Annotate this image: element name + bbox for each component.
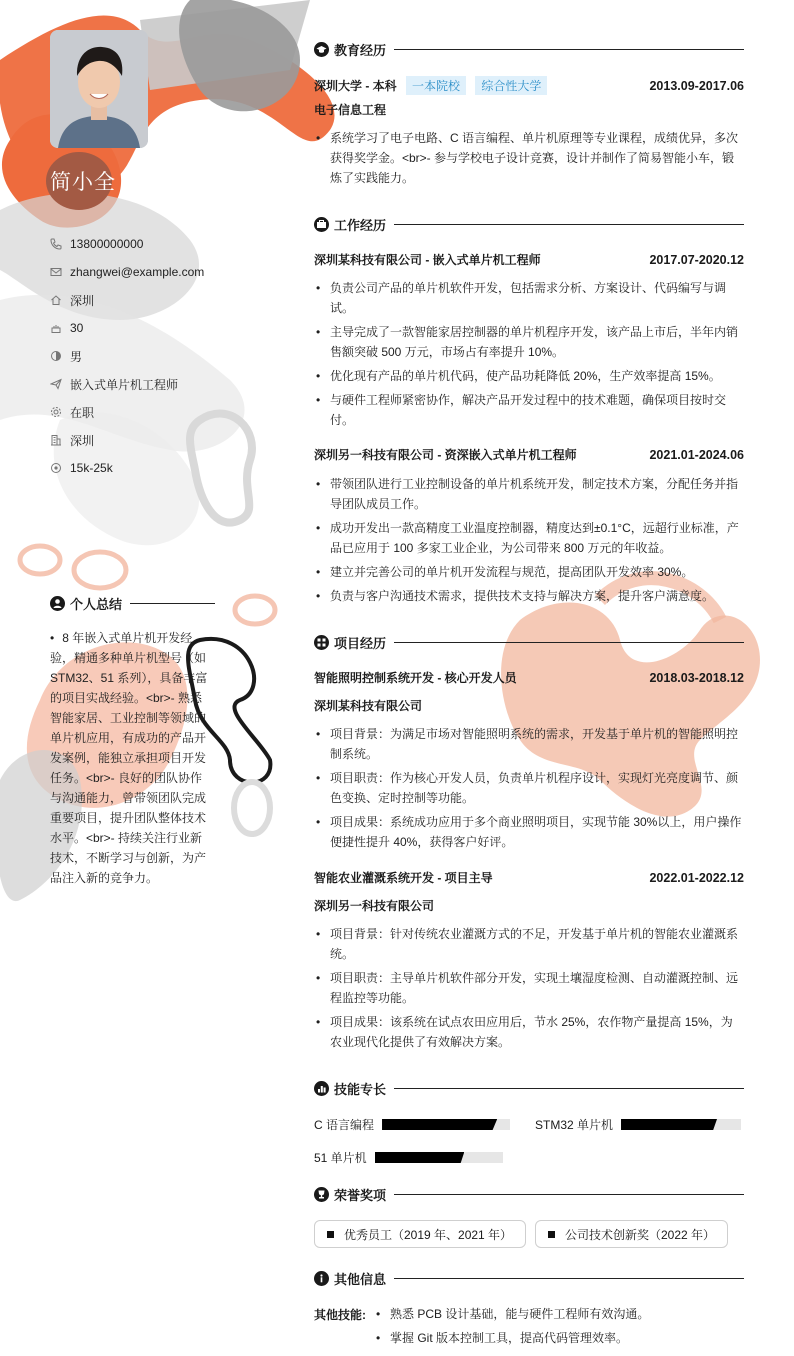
contact-text: zhangwei@example.com [70, 265, 205, 279]
skill-bar-fill [621, 1119, 717, 1130]
send-icon [50, 378, 62, 390]
skills-header [314, 1079, 744, 1098]
skill-item [314, 1149, 503, 1166]
candidate-name: 简小全 [50, 171, 116, 194]
projects-header [314, 633, 744, 652]
list-item: • 成功开发出一款高精度工业温度控制器，精度达到±0.1°C，远超行业标准，产品已应用于 100 多家工业企业，为公司带来 800 万元的年收益。 [314, 518, 744, 558]
project-title: 智能照明控制系统开发 - 核心开发人员 [314, 671, 517, 685]
contact-list [50, 230, 204, 482]
skill-item [314, 1116, 510, 1133]
major: 电子信息工程 [314, 103, 387, 117]
info-icon [314, 1271, 329, 1286]
contact-text: 深圳 [70, 293, 95, 308]
skill-name: C 语言编程 [314, 1118, 375, 1132]
award-badge [535, 1220, 728, 1248]
list-item: • 熟悉 PCB 设计基础，能与硬件工程师有效沟通。 [374, 1304, 744, 1324]
gender-icon [50, 350, 62, 362]
contact-gender [50, 342, 204, 370]
list-item: • 与硬件工程师紧密协作，解决产品开发过程中的技术难题，确保项目按时交付。 [314, 390, 744, 430]
job-date: 2021.01-2024.06 [649, 447, 744, 462]
project-row [314, 669, 744, 686]
project-company: 深圳某科技有限公司 [314, 699, 423, 713]
contact-city [50, 286, 204, 314]
skill-item [535, 1116, 741, 1133]
contact-age [50, 314, 204, 342]
list-item: • 项目成果：系统成功应用于多个商业照明项目，实现节能 30%以上，用户操作便捷性提升 40%，获得客户好评。 [314, 812, 744, 852]
job-date: 2017.07-2020.12 [649, 252, 744, 267]
list-item: • 项目职责：主导单片机软件部分开发，实现土壤湿度检测、自动灌溉控制、远程监控等功能。 [314, 968, 744, 1008]
job-title: 深圳某科技有限公司 - 嵌入式单片机工程师 [314, 253, 541, 267]
contact-text: 嵌入式单片机工程师 [70, 377, 179, 392]
other-title: 其他信息 [334, 1272, 387, 1287]
other-bullets [374, 1304, 744, 1352]
divider [394, 1088, 744, 1089]
job-row [314, 446, 744, 463]
list-item: • 项目背景：针对传统农业灌溉方式的不足，开发基于单片机的智能农业灌溉系统。 [314, 924, 744, 964]
divider [394, 642, 744, 643]
job-bullets [314, 278, 744, 434]
contact-text: 深圳 [70, 433, 95, 448]
project-bullets [314, 724, 744, 856]
graduation-cap-icon [314, 42, 329, 57]
school-tag: 综合性大学 [475, 76, 547, 95]
contact-text: 男 [70, 349, 83, 364]
other-header [314, 1269, 744, 1288]
education-bullets [314, 128, 744, 192]
education-date: 2013.09-2017.06 [649, 78, 744, 93]
age-icon [50, 322, 62, 334]
contact-text: 30 [70, 321, 84, 335]
job-title: 深圳另一科技有限公司 - 资深嵌入式单片机工程师 [314, 448, 577, 462]
work-header [314, 215, 744, 234]
contact-salary [50, 454, 204, 482]
awards-title: 荣誉奖项 [334, 1188, 387, 1203]
skill-name: 51 单片机 [314, 1151, 367, 1165]
project-title: 智能农业灌溉系统开发 - 项目主导 [314, 871, 493, 885]
building-icon [50, 434, 62, 446]
education-row [314, 76, 744, 95]
home-icon [50, 294, 62, 306]
skill-bar [621, 1119, 741, 1130]
summary-body: 8 年嵌入式单片机开发经验，精通多种单片机型号（如 STM32、51 系列），具备丰富的项目实战经验。<br>- 熟悉智能家居、工业控制等领域的单片机应用，有成功的产品开发案例，能独立承担项目开发任务。<br>- 良好的团队协作与沟通能力，曾带领团队完成重要项目，提升团队整体技术水平。<br>- 持续关注行业新技术，不断学习与创新，为产品注入新的竞争力。 [50, 631, 208, 885]
list-item: • 主导完成了一款智能家居控制器的单片机程序开发，该产品上市后，半年内销售额突破 500 万元，市场占有率提升 10%。 [314, 322, 744, 362]
list-item: • 优化现有产品的单片机代码，使产品功耗降低 20%，生产效率提高 15%。 [314, 366, 744, 386]
salary-icon [50, 462, 62, 474]
user-icon [50, 596, 65, 611]
contact-text: 在职 [70, 405, 95, 420]
divider [394, 49, 744, 50]
skill-bar-fill [382, 1119, 497, 1130]
awards-header [314, 1185, 744, 1204]
project-company: 深圳另一科技有限公司 [314, 899, 435, 913]
briefcase-icon [314, 217, 329, 232]
chart-icon [314, 1081, 329, 1096]
contact-text: 15k-25k [70, 461, 113, 475]
project-date: 2022.01-2022.12 [649, 870, 744, 885]
contact-target-city [50, 426, 204, 454]
left-column [0, 0, 230, 1356]
name-badge [46, 152, 116, 212]
status-icon [50, 406, 62, 418]
list-item: • 项目职责：作为核心开发人员，负责单片机程序设计，实现灯光亮度调节、颜色变换、定时控制等功能。 [314, 768, 744, 808]
contact-status [50, 398, 204, 426]
summary-text: • 8 年嵌入式单片机开发经验，精通多种单片机型号（如 STM32、51 系列），具备丰富的项目实战经验。<br>- 熟悉智能家居、工业控制等领域的单片机应用，有成功的产品开发案例，能独立承担项目开发任务。<br>- 良好的团队协作与沟通能力，曾带领团队完成重要项目，提升团队整体技术水平。<br>- 持续关注行业新技术，不断学习与创新，为产品注入新的竞争力。 [50, 631, 208, 885]
list-item: • 负责与客户沟通技术需求，提供技术支持与解决方案，提升客户满意度。 [314, 586, 744, 606]
award-text: 优秀员工（2019 年、2021 年） [344, 1227, 513, 1242]
award-badge [314, 1220, 526, 1248]
school-tag: 一本院校 [406, 76, 466, 95]
summary-header [50, 594, 215, 613]
list-item: • 掌握 Git 版本控制工具，提高代码管理效率。 [374, 1328, 744, 1348]
avatar [50, 30, 148, 148]
education-header [314, 40, 744, 59]
phone-icon [50, 238, 62, 250]
list-item: • 负责公司产品的单片机软件开发，包括需求分析、方案设计、代码编写与调试。 [314, 278, 744, 318]
divider [394, 1278, 744, 1279]
skill-bar-fill [375, 1152, 465, 1163]
job-row [314, 251, 744, 268]
skills-title: 技能专长 [334, 1082, 387, 1097]
skill-bar [375, 1152, 503, 1163]
divider [394, 1194, 744, 1195]
other-skills-label: 其他技能: [314, 1308, 366, 1322]
list-item: • 系统学习了电子电路、C 语言编程、单片机原理等专业课程，成绩优异，多次获得奖学金。<br>- 参与学校电子设计竞赛，设计并制作了简易智能小车，锻炼了实践能力。 [314, 128, 744, 188]
list-item: • 建立并完善公司的单片机开发流程与规范，提高团队开发效率 30%。 [314, 562, 744, 582]
skill-name: STM32 单片机 [535, 1118, 614, 1132]
person-photo-icon [50, 30, 148, 148]
grid-icon [314, 635, 329, 650]
list-item: • 带领团队进行工业控制设备的单片机系统开发，制定技术方案，分配任务并指导团队成员工作。 [314, 474, 744, 514]
contact-position [50, 370, 204, 398]
project-date: 2018.03-2018.12 [649, 670, 744, 685]
school-name: 深圳大学 - 本科 [314, 79, 397, 93]
skill-bar [382, 1119, 510, 1130]
contact-text: 13800000000 [70, 237, 144, 251]
contact-phone [50, 230, 204, 258]
contact-email [50, 258, 204, 286]
divider [130, 603, 215, 604]
projects-title: 项目经历 [334, 636, 387, 651]
divider [394, 224, 744, 225]
education-title: 教育经历 [334, 43, 387, 58]
list-item: • 项目成果：该系统在试点农田应用后，节水 25%，农作物产量提高 15%，为农业现代化提供了有效解决方案。 [314, 1012, 744, 1052]
mail-icon [50, 266, 62, 278]
trophy-icon [314, 1187, 329, 1202]
award-text: 公司技术创新奖（2022 年） [565, 1227, 716, 1242]
list-item: • 项目背景：为满足市场对智能照明系统的需求，开发基于单片机的智能照明控制系统。 [314, 724, 744, 764]
summary-title: 个人总结 [70, 597, 123, 612]
project-bullets [314, 924, 744, 1056]
job-bullets [314, 474, 744, 610]
work-title: 工作经历 [334, 218, 387, 233]
project-row [314, 869, 744, 886]
